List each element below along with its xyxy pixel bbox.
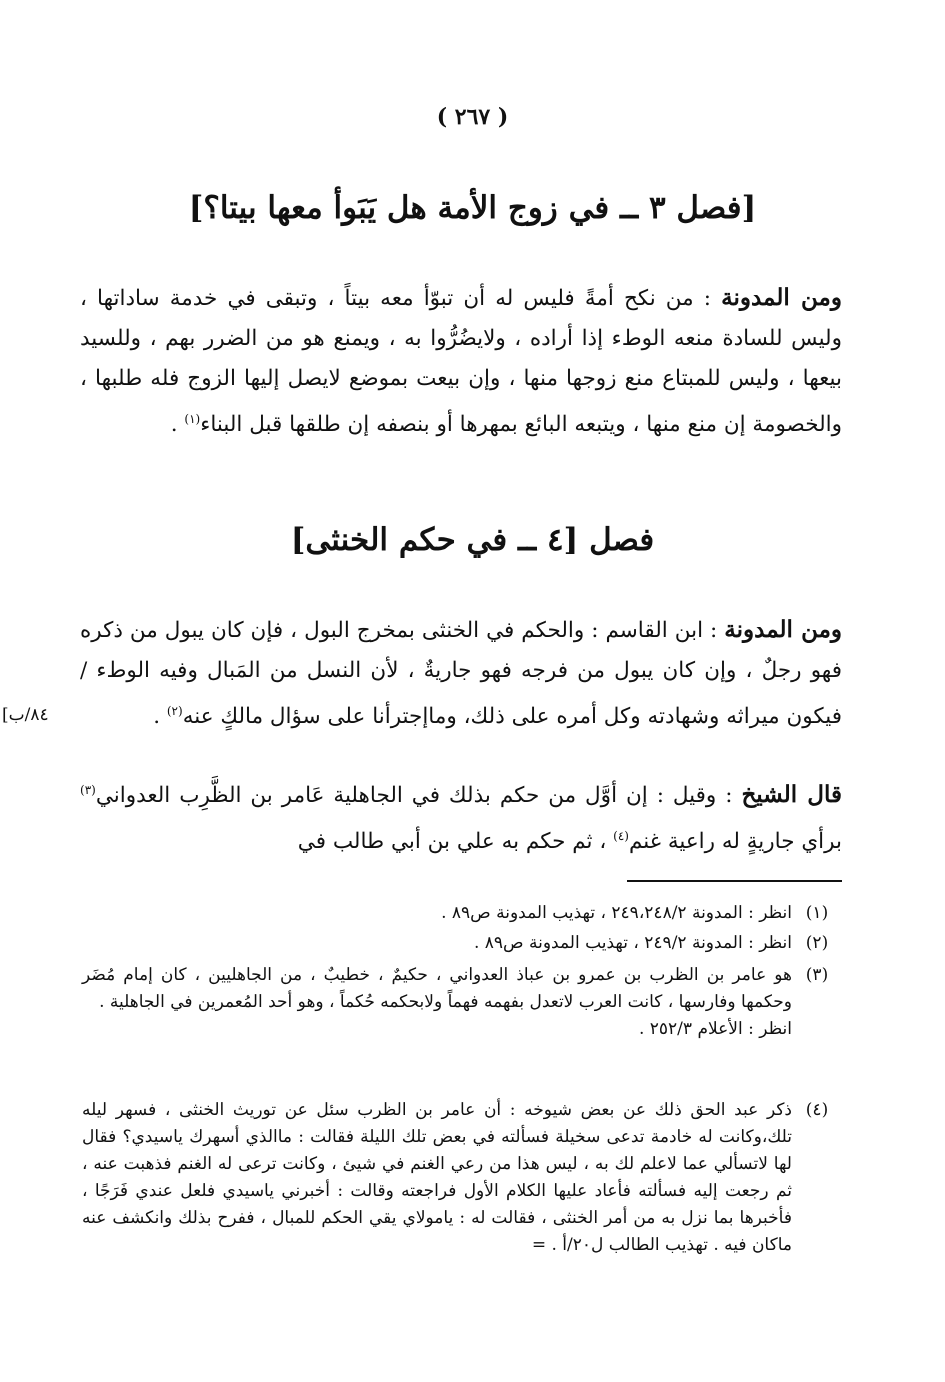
section-4-paragraph [80, 610, 842, 737]
section-3-paragraph [80, 278, 842, 445]
footnote-text: انظر : المدونة ٢٤٩،٢٤٨/٢ ، تهذيب المدونة ص٨٩ . [441, 903, 792, 923]
footnote-number: (٢) [805, 933, 829, 953]
shaykh-lead: قال الشيخ [741, 781, 842, 809]
footnote-number: (٣) [805, 965, 829, 985]
footnote-separator [627, 880, 842, 882]
footnote-text: ذكر عبد الحق ذلك عن بعض شيوخه : أن عامر بن الظرب سئل عن توريث الخنثى ، فسهر ليله تلك،وكانت له خادمة تدعى سخيلة فسألته في بعض تلك الليلة فقالت : ماالذي أسهرك ياسيدي؟ فقال لها لاتسألي عما لاعلم لك به ، ليس هذا من رعي الغنم في شيئ ، وكانت ترعى له الغنم فذهبت عنه ، ثم رجعت إليه فسألته فأعاد عليها الكلام الأول فراجعته وقالت : أخبرني ياسيدي فلعل عندي فَرَجًا ، فأخبرها بما نزل به من أمر الخنثى ، فقالت له : يامولاي يقي الحكم للمبال ، ففرح بذلك وانكشف عنه ماكان فيه . تهذيب الطالب ل٢٠/أ . = [82, 1100, 792, 1255]
footnote-ref: (٣) [80, 783, 96, 797]
footnote-number: (٤) [805, 1100, 829, 1120]
section-3-heading: [فصل ٣ ــ في زوج الأمة هل يَبَوأ معها بيتا؟] [188, 190, 757, 226]
footnote-reference: انظر : الأعلام ٢٥٢/٣ . [638, 1019, 792, 1039]
folio-margin-note: [٨٤/ب [2, 705, 49, 725]
paragraph-text: برأي جاريةٍ له راعية غنم [628, 829, 842, 855]
paragraph-text: : ابن القاسم : والحكم في الخنثى بمخرج البول ، فإن كان يبول من ذكره فهو رجلٌ ، وإن كان يبول من فرجه فهو جاريةٌ ، لأن النسل من المَبال وفيه الوطء / فيكون ميراثه وشهادته وكل أمره على ذلك، وماإجترأنا على سؤال مالكٍ عنه [80, 618, 842, 730]
footnote-text: انظر : المدونة ٢٤٩/٢ ، تهذيب المدونة ص٨٩ . [473, 933, 792, 953]
source-lead: ومن المدونة [724, 616, 842, 643]
footnote-ref: (١) [184, 412, 201, 426]
footnote [82, 1097, 842, 1259]
page-number: ( ٢٦٧ ) [436, 104, 509, 130]
footnote-number: (١) [805, 903, 829, 923]
shaykh-paragraph [80, 770, 842, 862]
paragraph-text: ، ثم حكم به علي بن أبي طالب في [297, 829, 614, 855]
footnote [82, 900, 842, 927]
source-lead: ومن المدونة [721, 284, 842, 311]
paragraph-text: : من نكح أمةً فليس له أن تبوّأ معه بيتاً ، وتبقى في خدمة ساداتها ، وليس للسادة منعه الوطء إذا أراده ، ولايضُرُّوا به ، ويمنع هو من الضرر بهم ، وللسيد بيعها ، وليس للمبتاع منع زوجها منها ، وإن بيعت بموضع لايصل إليها الزوج فله طلبها ، والخصومة إن منع منها ، ويتبعه البائع بمهرها أو بنصفه إن طلقها قبل البناء [80, 286, 842, 438]
paragraph-end: . [170, 412, 185, 438]
footnote [82, 930, 842, 957]
footnote-text: هو عامر بن الظرب بن عمرو بن عباذ العدواني ، حكيمٌ ، خطيبٌ ، من الجاهليين ، كان إمام مُضَر وحكمها وفارسها ، كانت العرب لاتعدل بفهمه فهماً ولابحكمه حُكماً ، وهو أحد المُعمرين في الجاهلية . [82, 965, 792, 1012]
footnote-ref: (٢) [166, 704, 183, 718]
footnote [82, 962, 842, 1043]
paragraph-end: . [153, 704, 167, 730]
footnote-ref: (٤) [613, 829, 629, 844]
paragraph-text: : وقيل : إن أوَّل من حكم بذلك في الجاهلية عَامر بن الظَّرِب العدواني [95, 783, 733, 809]
section-4-heading: فصل [٤ ــ في حكم الخنثى] [290, 522, 655, 558]
